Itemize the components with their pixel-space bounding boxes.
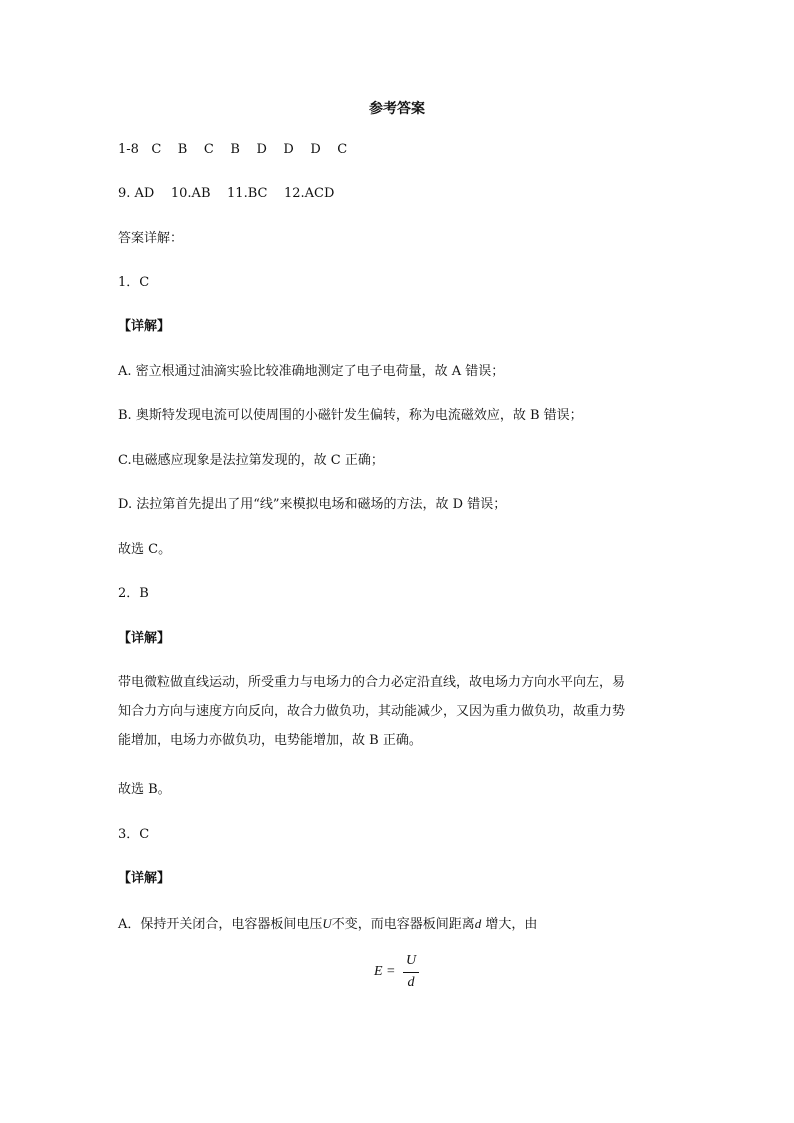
q2-explanation-line: 知合力方向与速度方向反向，故合力做负功，其动能减少，又因为重力做负功，故重力势: [118, 704, 626, 719]
q1-detail-label: 【详解】: [118, 319, 171, 334]
q3-option-a-text: 不变，而电容器板间距离: [331, 917, 475, 932]
q3-option-a-text: A．保持开关闭合，电容器板间电压: [118, 917, 323, 932]
q2-explanation-line: 带电微粒做直线运动，所受重力与电场力的合力必定沿直线，故电场力方向水平向左，易: [118, 675, 626, 690]
q1-option-b: B. 奥斯特发现电流可以使周围的小磁针发生偏转，称为电流磁效应，故 B 错误；: [118, 408, 583, 423]
fraction-bar: [403, 972, 419, 973]
q1-option-a: A. 密立根通过油滴实验比较准确地测定了电子电荷量，故 A 错误；: [118, 364, 505, 379]
q2-detail-label: 【详解】: [118, 631, 171, 646]
q1-conclusion: 故选 C。: [118, 542, 172, 557]
q1-option-d: D. 法拉第首先提出了用“线”来模拟电场和磁场的方法，故 D 错误；: [118, 497, 507, 512]
field-strength-formula: [374, 953, 434, 993]
answers-1-8: 1-8 C B C B D D D C: [118, 142, 348, 157]
formula-denominator: d: [407, 975, 415, 990]
q1-option-c: C.电磁感应现象是法拉第发现的，故 C 正确；: [118, 453, 384, 468]
voltage-variable: U: [322, 916, 332, 931]
q3-option-a: [118, 916, 537, 933]
page-title: 参考答案: [369, 101, 425, 117]
distance-variable: d: [474, 916, 482, 931]
q2-explanation: [118, 668, 678, 755]
q2-number: 2．B: [118, 586, 149, 601]
q2-conclusion: 故选 B。: [118, 782, 171, 797]
q2-explanation-line: 能增加，电场力亦做负功，电势能增加，故 B 正确。: [118, 733, 422, 748]
formula-lhs: E =: [374, 964, 396, 979]
q3-number: 3．C: [118, 827, 150, 842]
q3-detail-label: 【详解】: [118, 871, 171, 886]
q1-number: 1．C: [118, 275, 150, 290]
formula-numerator: U: [405, 953, 417, 968]
q3-option-a-text: 增大，由: [481, 917, 538, 932]
answers-9-12: 9. AD 10.AB 11.BC 12.ACD: [118, 186, 335, 201]
details-heading: 答案详解：: [118, 231, 184, 246]
